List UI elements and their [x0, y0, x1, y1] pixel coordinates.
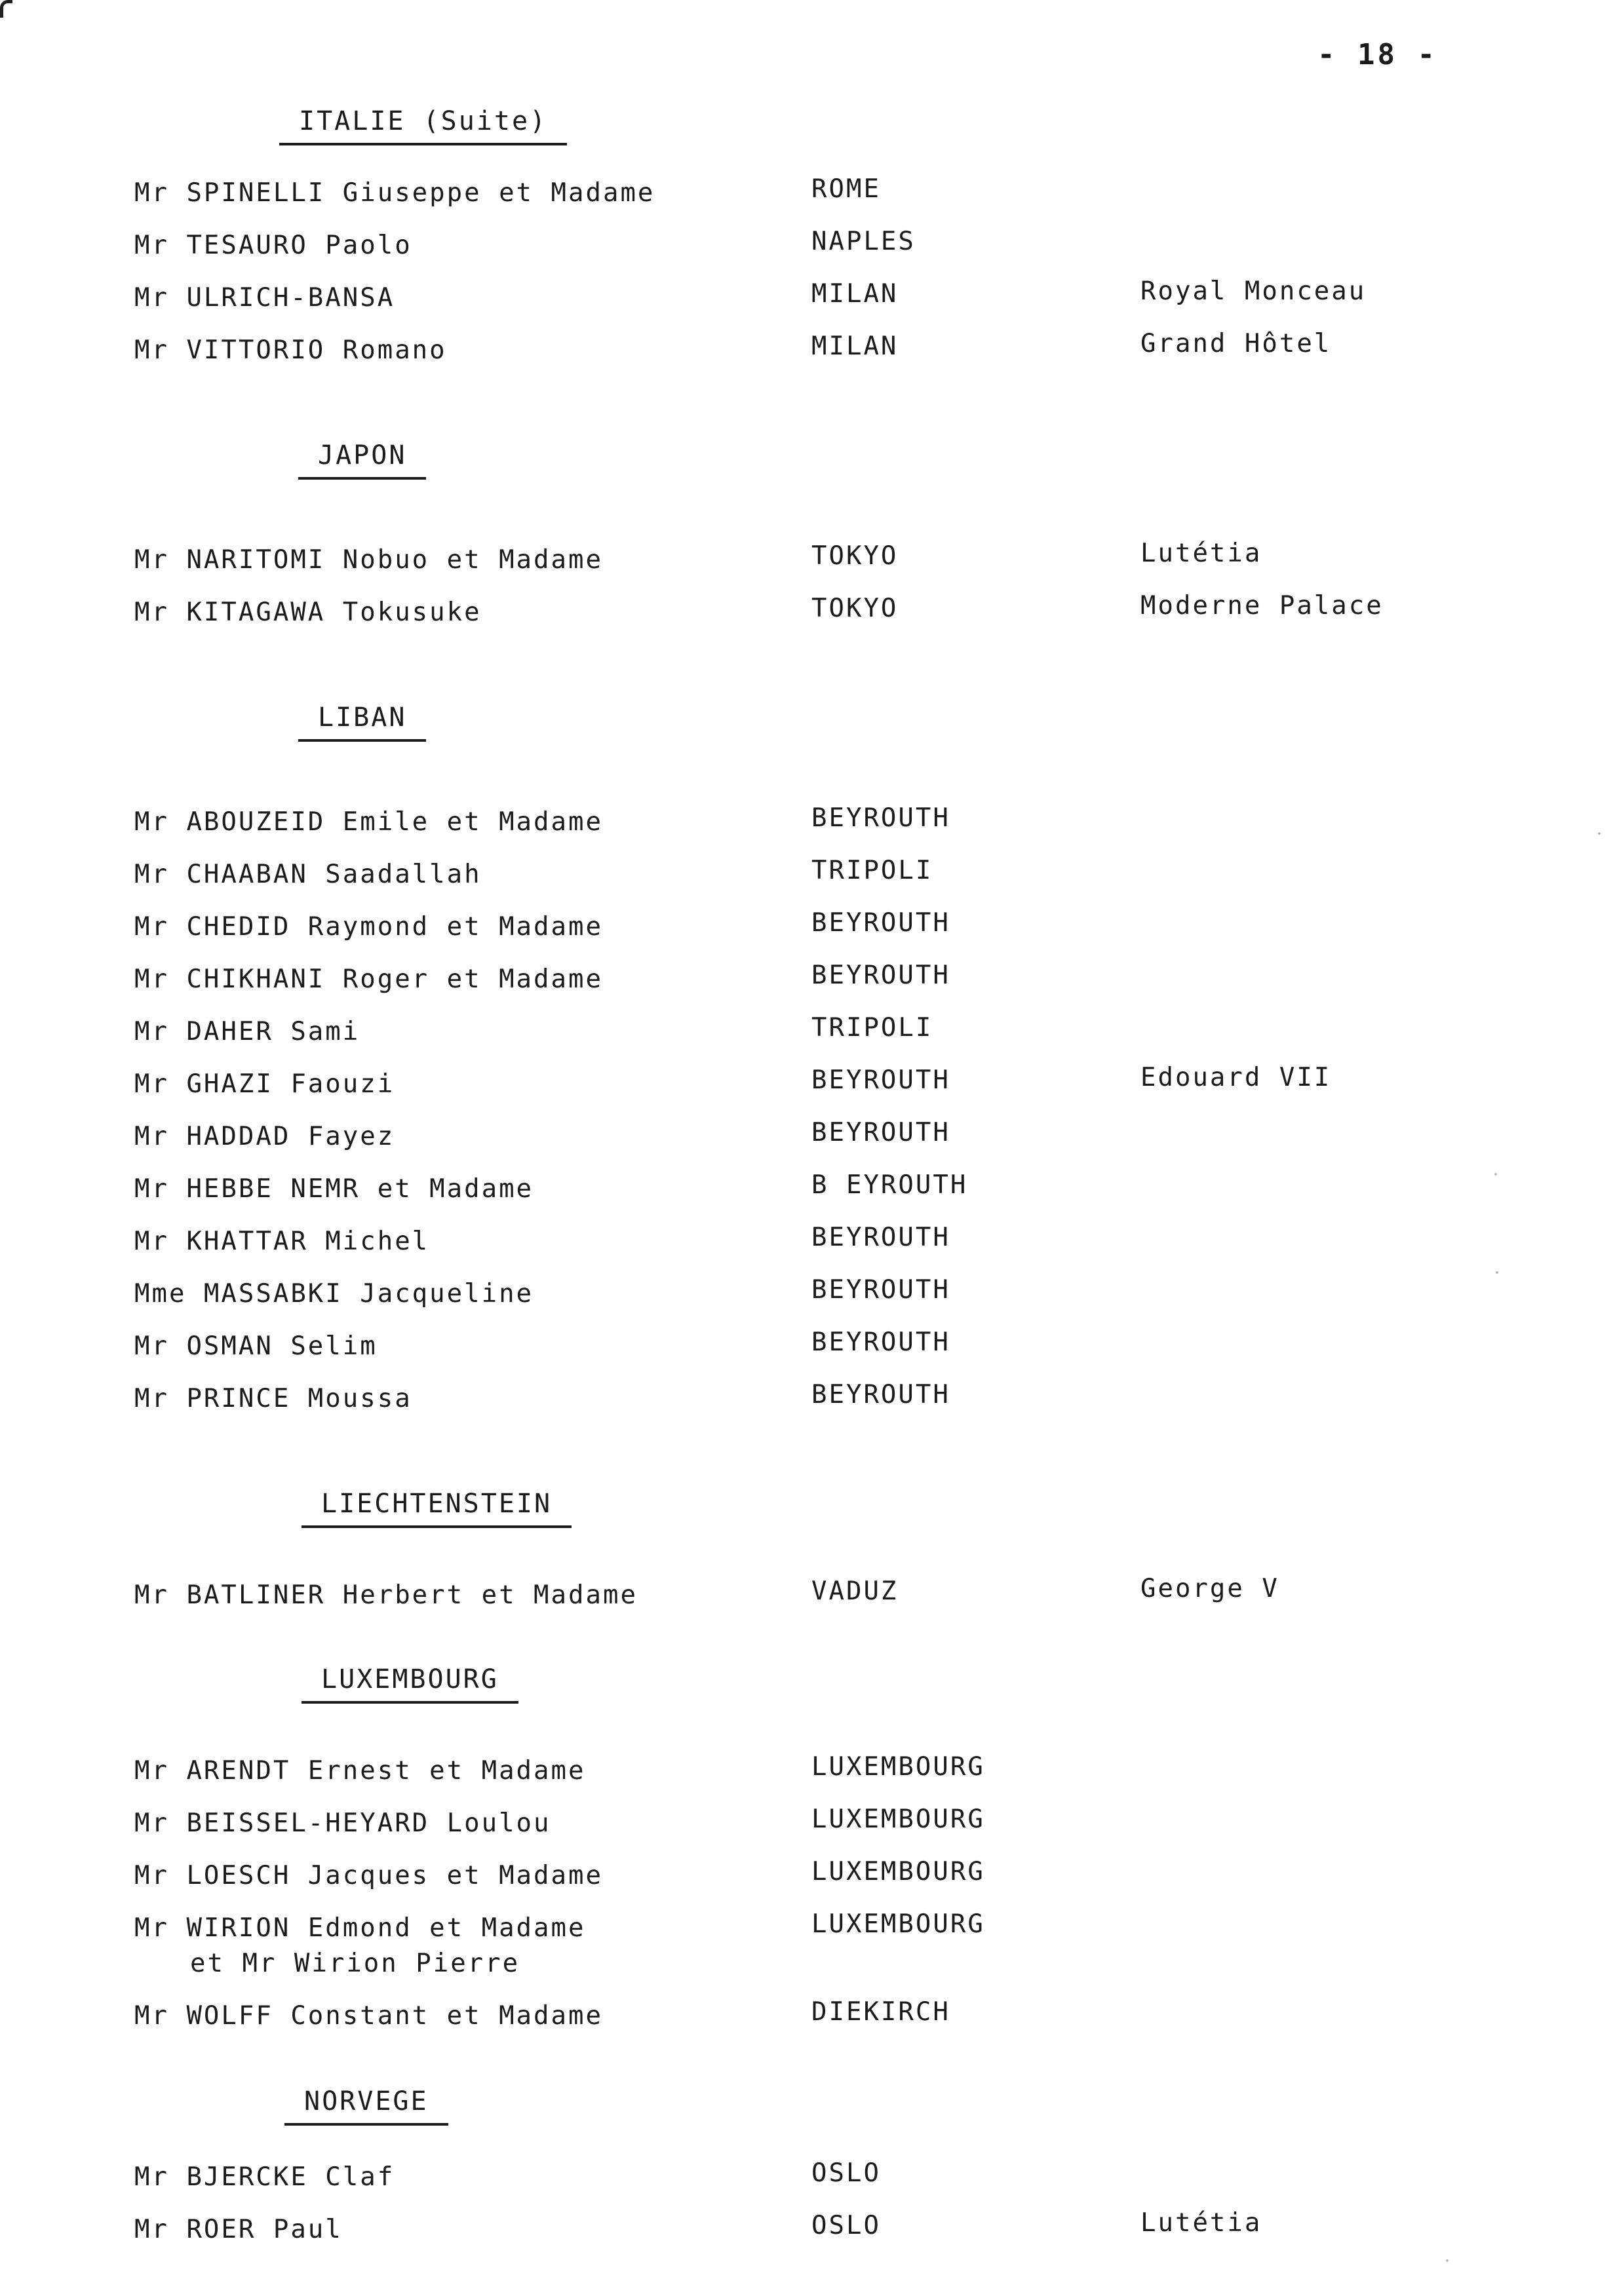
attendee-name: Mme MASSABKI Jacqueline [134, 1279, 534, 1309]
attendee-city: BEYROUTH [811, 1065, 950, 1095]
attendee-name: Mr VITTORIO Romano [134, 335, 447, 365]
attendee-name: Mr LOESCH Jacques et Madame [134, 1861, 603, 1890]
attendee-row [0, 1118, 1615, 1161]
attendee-name: Mr KHATTAR Michel [134, 1227, 430, 1256]
attendee-name: Mr NARITOMI Nobuo et Madame [134, 545, 603, 575]
attendee-row [0, 1275, 1615, 1318]
attendee-city: BEYROUTH [811, 1118, 950, 1147]
attendee-hotel: George V [1140, 1574, 1279, 1603]
attendee-name: Mr HEBBE NEMR et Madame [134, 1174, 534, 1204]
section-heading-luxembourg: LUXEMBOURG [302, 1664, 518, 1704]
attendee-row [0, 329, 1615, 375]
attendee-name: Mr CHEDID Raymond et Madame [134, 912, 603, 942]
section-heading-liban: LIBAN [298, 702, 426, 742]
attendee-row [0, 908, 1615, 951]
attendee-name: Mr ROER Paul [134, 2215, 343, 2244]
attendee-row [0, 803, 1615, 847]
attendee-city: BEYROUTH [811, 803, 950, 833]
attendee-hotel: Edouard VII [1140, 1063, 1332, 1092]
attendee-row [0, 2158, 1615, 2202]
attendee-row [0, 1752, 1615, 1795]
attendee-row [0, 1909, 1615, 1985]
attendee-city: OSLO [811, 2158, 881, 2188]
attendee-hotel: Lutétia [1140, 539, 1262, 568]
attendee-hotel: Royal Monceau [1140, 277, 1367, 306]
attendee-row [0, 961, 1615, 1004]
attendee-name: Mr OSMAN Selim [134, 1331, 378, 1361]
attendee-hotel: Grand Hôtel [1140, 329, 1332, 358]
attendee-city: OSLO [811, 2211, 881, 2240]
attendee-city: LUXEMBOURG [811, 1752, 985, 1782]
attendee-name: Mr BATLINER Herbert et Madame [134, 1580, 638, 1610]
attendee-row [0, 1805, 1615, 1848]
scan-speck [1494, 1173, 1497, 1176]
attendee-row [0, 1997, 1615, 2040]
section-heading-italie: ITALIE (Suite) [279, 106, 567, 145]
attendee-city: TRIPOLI [811, 1013, 933, 1043]
attendee-row [0, 174, 1615, 218]
scan-speck [1446, 2259, 1449, 2262]
attendee-city: MILAN [811, 279, 899, 309]
attendee-row [0, 1170, 1615, 1214]
attendee-row [0, 1328, 1615, 1371]
attendee-row [0, 277, 1615, 322]
attendee-city: VADUZ [811, 1577, 899, 1606]
attendee-name: Mr ABOUZEID Emile et Madame [134, 807, 603, 837]
attendee-name: Mr CHAABAN Saadallah [134, 860, 482, 889]
attendee-hotel: Lutétia [1140, 2208, 1262, 2238]
page-number: - 18 - [1317, 38, 1437, 71]
attendee-city: LUXEMBOURG [811, 1805, 985, 1834]
attendee-row [0, 539, 1615, 584]
attendee-city: LUXEMBOURG [811, 1909, 985, 1939]
attendee-row [0, 227, 1615, 270]
attendee-city: ROME [811, 174, 881, 204]
attendee-city: BEYROUTH [811, 1275, 950, 1305]
attendee-row [0, 1857, 1615, 1900]
attendee-city: B EYROUTH [811, 1170, 968, 1200]
attendee-city: MILAN [811, 332, 899, 361]
attendee-city: DIEKIRCH [811, 1997, 950, 2027]
attendee-row [0, 1223, 1615, 1266]
attendee-name: Mr GHAZI Faouzi [134, 1069, 395, 1099]
attendee-row [0, 1574, 1615, 1620]
section-heading-norvege: NORVEGE [284, 2086, 448, 2126]
section-heading-japon: JAPON [298, 440, 426, 480]
attendee-name: Mr ULRICH-BANSA [134, 283, 395, 313]
attendee-city: BEYROUTH [811, 1223, 950, 1252]
attendee-city: LUXEMBOURG [811, 1857, 985, 1886]
attendee-city: BEYROUTH [811, 908, 950, 938]
scan-speck [1598, 832, 1601, 835]
page-corner-mark [0, 0, 12, 18]
attendee-name: Mr PRINCE Moussa [134, 1384, 412, 1413]
attendee-name: Mr HADDAD Fayez [134, 1122, 395, 1151]
attendee-city: NAPLES [811, 227, 916, 256]
attendee-row [0, 1013, 1615, 1056]
attendee-row [0, 591, 1615, 637]
attendee-name: Mr TESAURO Paolo [134, 231, 412, 260]
attendee-hotel: Moderne Palace [1140, 591, 1384, 621]
attendee-city: BEYROUTH [811, 961, 950, 990]
scan-speck [1496, 1271, 1498, 1274]
attendee-name: Mr BJERCKE Claf [134, 2162, 395, 2192]
attendee-name: Mr BEISSEL-HEYARD Loulou [134, 1808, 551, 1838]
section-heading-liechtenstein: LIECHTENSTEIN [302, 1489, 572, 1528]
attendee-name-continuation: et Mr Wirion Pierre [190, 1949, 520, 1978]
attendee-city: TRIPOLI [811, 856, 933, 885]
attendee-name: Mr CHIKHANI Roger et Madame [134, 965, 603, 994]
attendee-city: BEYROUTH [811, 1328, 950, 1357]
attendee-city: TOKYO [811, 541, 899, 571]
attendee-name: Mr DAHER Sami [134, 1017, 360, 1046]
attendee-row [0, 1063, 1615, 1109]
attendee-name: Mr KITAGAWA Tokusuke [134, 598, 482, 627]
attendee-city: BEYROUTH [811, 1380, 950, 1409]
attendee-name: Mr SPINELLI Giuseppe et Madame [134, 178, 655, 208]
attendee-name: Mr WOLFF Constant et Madame [134, 2001, 603, 2031]
attendee-name: Mr WIRION Edmond et Madame [134, 1913, 586, 1943]
attendee-row [0, 856, 1615, 899]
attendee-row [0, 2208, 1615, 2254]
attendee-name: Mr ARENDT Ernest et Madame [134, 1756, 586, 1786]
attendee-row [0, 1380, 1615, 1423]
attendee-city: TOKYO [811, 594, 899, 623]
